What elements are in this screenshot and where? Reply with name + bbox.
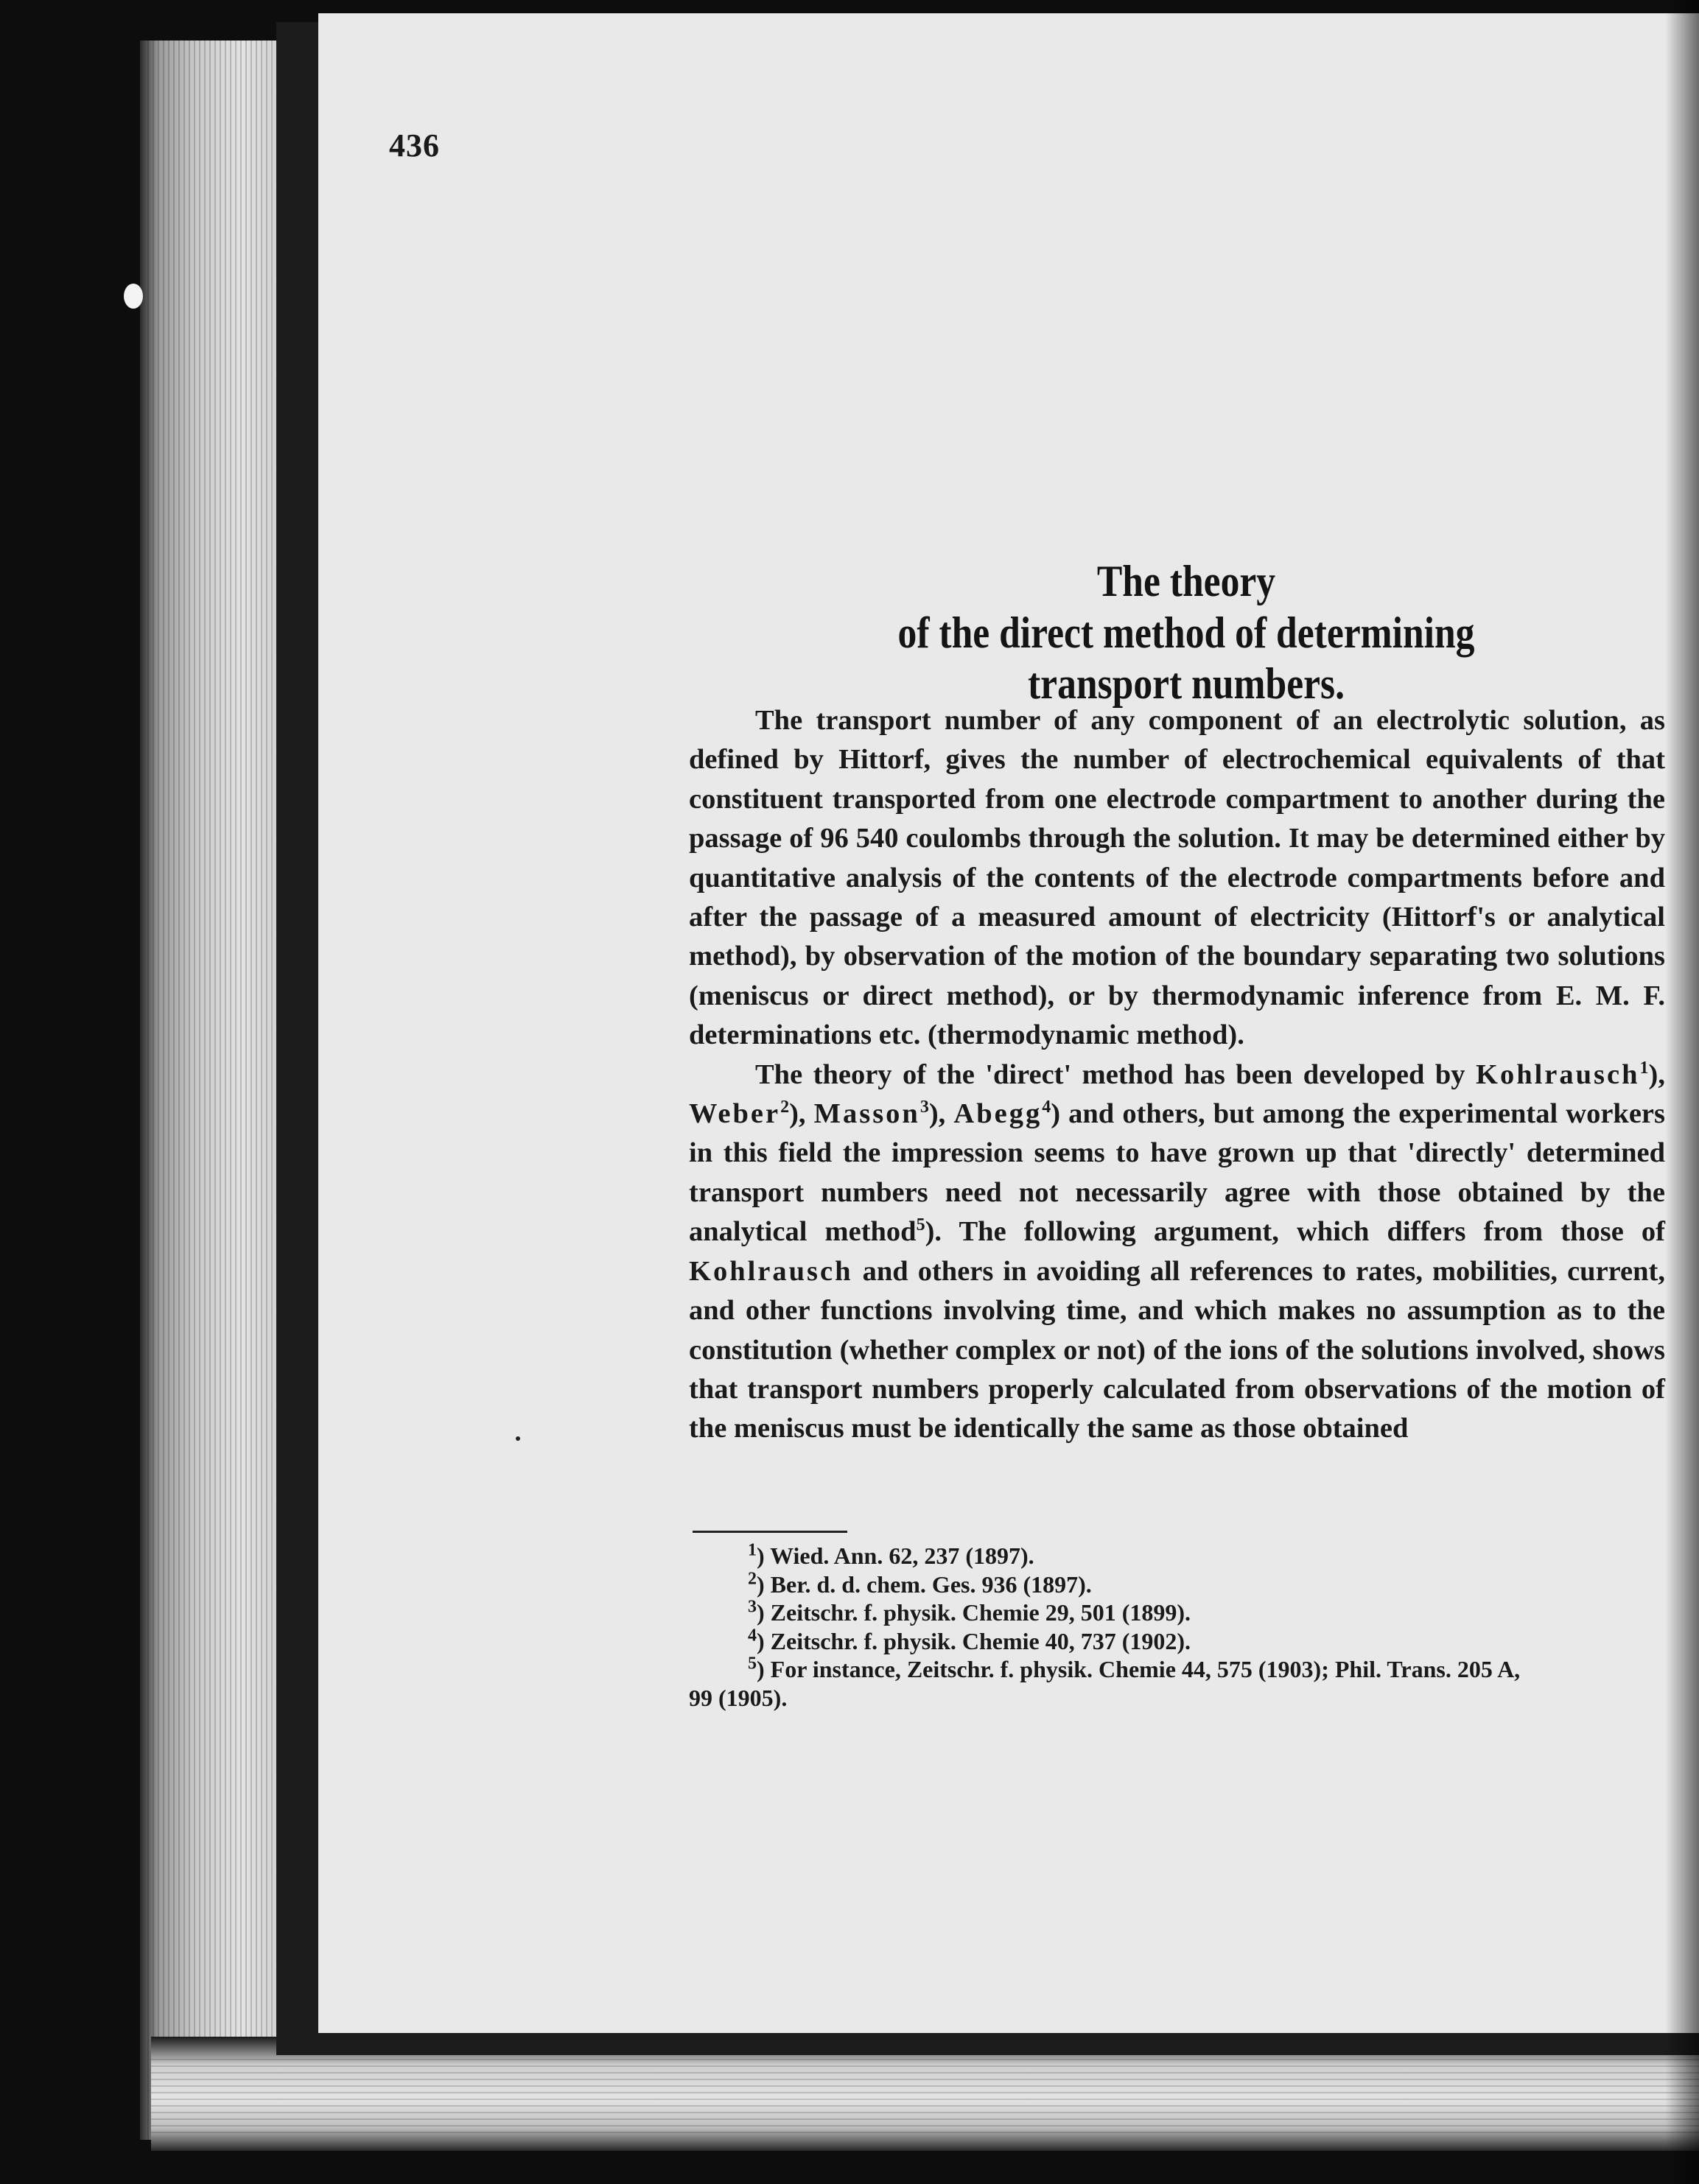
p2-text-1: The theory of the 'direct' method has been developed by [755, 1058, 1476, 1090]
article-title-line-2: of the direct method of determining transport numbers. [897, 608, 1475, 708]
author-weber: Weber [689, 1098, 781, 1130]
binding-shadow [1665, 0, 1699, 2184]
footnote-5-continuation: 99 (1905). [689, 1684, 788, 1711]
p2-text-3: ), [789, 1098, 814, 1130]
footnote-mark: 3 [748, 1597, 757, 1617]
author-abegg: Abegg [953, 1098, 1043, 1130]
footnote-text: ) Wied. Ann. 62, 237 (1897). [757, 1542, 1034, 1569]
footnote-ref-3: 3 [919, 1098, 929, 1117]
footnote-5 [689, 1655, 1665, 1684]
footnote-3 [689, 1598, 1665, 1627]
footnote-2 [689, 1570, 1665, 1599]
footnote-separator [693, 1531, 847, 1533]
page-number: 436 [389, 127, 440, 164]
footnote-ref-5: 5 [916, 1215, 925, 1235]
p2-text-6: ). The following argument, which differs from those of [925, 1216, 1665, 1248]
footnote-ref-1: 1 [1639, 1058, 1649, 1078]
paper-speck [516, 1436, 520, 1441]
footnote-ref-4: 4 [1042, 1098, 1051, 1117]
footnote-ref-2: 2 [780, 1098, 790, 1117]
footnote-mark: 5 [748, 1654, 757, 1674]
footnote-text: ) Ber. d. d. chem. Ges. 936 (1897). [757, 1570, 1092, 1598]
footnotes [689, 1542, 1665, 1712]
footnote-text: ) Zeitschr. f. physik. Chemie 29, 501 (1899). [757, 1599, 1191, 1626]
footnote-1 [689, 1542, 1665, 1570]
author-kohlrausch: Kohlrausch [1476, 1058, 1640, 1090]
article-body [689, 701, 1665, 1449]
p2-text-7: and others in avoiding all references to rates, mobilities, current, and other functions involving time, and which makes no assumption as to the constitution (whether complex or not) of the ions of the solutions involved, shows that transport numbers properly calculated from observations of the motion of the meniscus must be identically the same as those obtained [689, 1255, 1665, 1444]
p2-text-2: ), [1648, 1058, 1665, 1090]
p2-text-5: ) and others, but among the experimental workers in this field the impression seems to have grown up that 'directly' determined transport numbers need not necessarily agree with those obtained by the analytical method [689, 1098, 1665, 1248]
p2-text-4: ), [928, 1098, 954, 1130]
footnote-mark: 4 [748, 1625, 757, 1645]
paragraph-1: The transport number of any component of an electrolytic solution, as defined by Hittorf, gives the number of electrochemical equivalents of that constituent transported from one electrode compartment to another during the passage of 96 540 coulombs through the solution. It may be determined either by quantitative analysis of the contents of the electrode compartments before and after the passage of a measured amount of electricity (Hittorf's or analytical method), by observation of the motion of the boundary separating two solutions (meniscus or direct method), or by thermodynamic inference from E. M. F. determinations etc. (thermodynamic method). [689, 705, 1665, 1051]
footnote-text: ) For instance, Zeitschr. f. physik. Chemie 44, 575 (1903); Phil. Trans. 205 A, [757, 1656, 1521, 1682]
paper-speck [124, 284, 143, 309]
author-masson: Masson [813, 1098, 920, 1130]
article-title-line-1: The theory [1096, 557, 1276, 605]
footnote-mark: 2 [748, 1568, 757, 1588]
footnote-mark: 1 [748, 1540, 757, 1560]
paragraph-2 [689, 1056, 1665, 1449]
footnote-text: ) Zeitschr. f. physik. Chemie 40, 737 (1902). [757, 1627, 1191, 1654]
footnote-4 [689, 1627, 1665, 1656]
author-kohlrausch-2: Kohlrausch [689, 1255, 853, 1287]
